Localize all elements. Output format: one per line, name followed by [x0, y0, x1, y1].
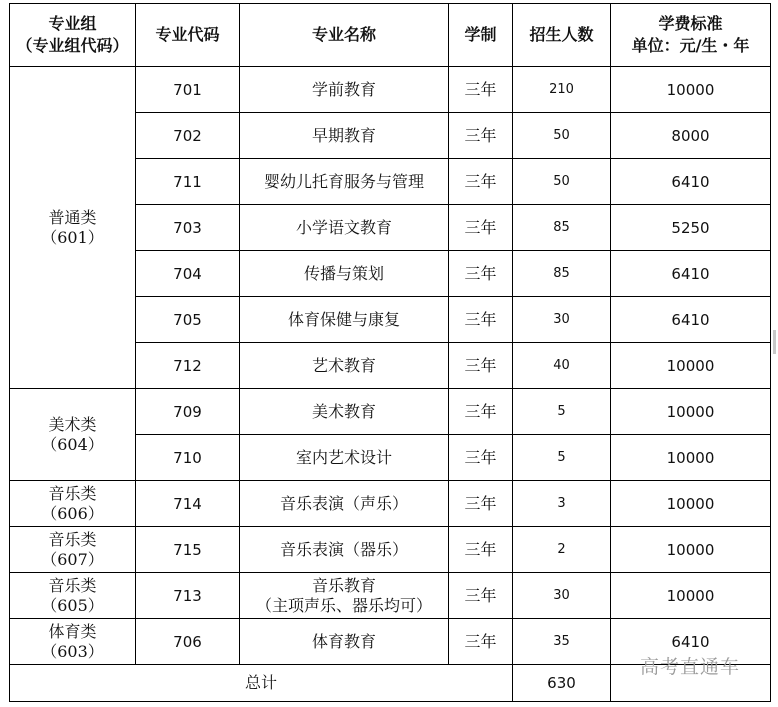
major-name: 体育教育 — [240, 619, 449, 665]
major-name: 室内艺术设计 — [240, 435, 449, 481]
major-name: 传播与策划 — [240, 251, 449, 297]
group-cell — [10, 573, 136, 619]
major-name-line1: 音乐教育 — [311, 575, 376, 595]
major-name: 美术教育 — [240, 389, 449, 435]
header-enrollment: 招生人数 — [513, 4, 611, 67]
duration: 三年 — [449, 159, 513, 205]
group-cell — [10, 67, 136, 389]
header-fee — [611, 4, 771, 67]
major-name: 学前教育 — [240, 67, 449, 113]
group-name: 音乐类 — [48, 483, 97, 503]
fee: 10000 — [611, 389, 771, 435]
enrollment: 35 — [513, 619, 611, 665]
major-name: 音乐表演（器乐） — [240, 527, 449, 573]
major-name-line2: （主项声乐、器乐均可） — [255, 595, 432, 615]
header-duration: 学制 — [449, 4, 513, 67]
total-label: 总计 — [10, 665, 513, 702]
major-code: 701 — [136, 67, 240, 113]
major-name: 音乐表演（声乐） — [240, 481, 449, 527]
duration: 三年 — [449, 481, 513, 527]
header-fee-line1: 学费标准 — [658, 14, 723, 33]
fee: 6410 — [611, 297, 771, 343]
group-name: 体育类 — [48, 621, 97, 641]
duration: 三年 — [449, 113, 513, 159]
table-row — [10, 389, 771, 435]
enrollment: 30 — [513, 573, 611, 619]
major-code: 703 — [136, 205, 240, 251]
fee: 10000 — [611, 527, 771, 573]
duration: 三年 — [449, 435, 513, 481]
duration: 三年 — [449, 527, 513, 573]
enrollment: 30 — [513, 297, 611, 343]
duration: 三年 — [449, 297, 513, 343]
major-code: 706 — [136, 619, 240, 665]
group-cell — [10, 481, 136, 527]
header-name: 专业名称 — [240, 4, 449, 67]
enrollment: 5 — [513, 435, 611, 481]
group-name: 音乐类 — [48, 575, 97, 595]
enrollment-table — [9, 3, 771, 702]
header-group-line2: （专业组代码） — [16, 36, 129, 55]
major-name: 早期教育 — [240, 113, 449, 159]
group-name: 音乐类 — [48, 529, 97, 549]
major-name: 体育保健与康复 — [240, 297, 449, 343]
major-code: 712 — [136, 343, 240, 389]
fee: 10000 — [611, 573, 771, 619]
major-name: 婴幼儿托育服务与管理 — [240, 159, 449, 205]
enrollment: 210 — [513, 67, 611, 113]
fee: 10000 — [611, 343, 771, 389]
fee: 10000 — [611, 435, 771, 481]
major-code: 702 — [136, 113, 240, 159]
group-code: （604） — [41, 434, 104, 454]
major-code: 709 — [136, 389, 240, 435]
enrollment: 5 — [513, 389, 611, 435]
fee: 6410 — [611, 619, 771, 665]
enrollment: 85 — [513, 251, 611, 297]
major-code: 713 — [136, 573, 240, 619]
page-edge-mark — [773, 330, 776, 354]
duration: 三年 — [449, 67, 513, 113]
header-row — [10, 4, 771, 67]
header-group-line1: 专业组 — [48, 14, 97, 33]
group-cell — [10, 389, 136, 481]
fee: 6410 — [611, 159, 771, 205]
fee: 6410 — [611, 251, 771, 297]
group-code: （601） — [41, 227, 104, 247]
enrollment: 50 — [513, 159, 611, 205]
group-code: （606） — [41, 503, 104, 523]
table-row — [10, 481, 771, 527]
major-name — [240, 573, 449, 619]
header-code: 专业代码 — [136, 4, 240, 67]
header-fee-line2: 单位：元/生・年 — [631, 36, 750, 55]
group-name: 美术类 — [48, 414, 97, 434]
enrollment: 50 — [513, 113, 611, 159]
group-code: （607） — [41, 549, 104, 569]
total-value: 630 — [513, 665, 611, 702]
major-name: 小学语文教育 — [240, 205, 449, 251]
table-row — [10, 573, 771, 619]
major-code: 705 — [136, 297, 240, 343]
major-code: 711 — [136, 159, 240, 205]
major-name: 艺术教育 — [240, 343, 449, 389]
group-cell — [10, 619, 136, 665]
fee: 10000 — [611, 481, 771, 527]
duration: 三年 — [449, 205, 513, 251]
table-row — [10, 527, 771, 573]
enrollment: 2 — [513, 527, 611, 573]
major-code: 714 — [136, 481, 240, 527]
group-cell — [10, 527, 136, 573]
group-code: （603） — [41, 641, 104, 661]
table-row — [10, 67, 771, 113]
duration: 三年 — [449, 251, 513, 297]
header-group — [10, 4, 136, 67]
group-name: 普通类 — [48, 207, 97, 227]
duration: 三年 — [449, 343, 513, 389]
duration: 三年 — [449, 573, 513, 619]
major-code: 704 — [136, 251, 240, 297]
fee: 10000 — [611, 67, 771, 113]
enrollment: 40 — [513, 343, 611, 389]
fee: 5250 — [611, 205, 771, 251]
enrollment: 85 — [513, 205, 611, 251]
enrollment: 3 — [513, 481, 611, 527]
duration: 三年 — [449, 619, 513, 665]
enrollment-table-container — [9, 3, 771, 702]
duration: 三年 — [449, 389, 513, 435]
major-code: 715 — [136, 527, 240, 573]
group-code: （605） — [41, 595, 104, 615]
major-code: 710 — [136, 435, 240, 481]
fee: 8000 — [611, 113, 771, 159]
watermark: 高考直通车 — [640, 656, 741, 678]
